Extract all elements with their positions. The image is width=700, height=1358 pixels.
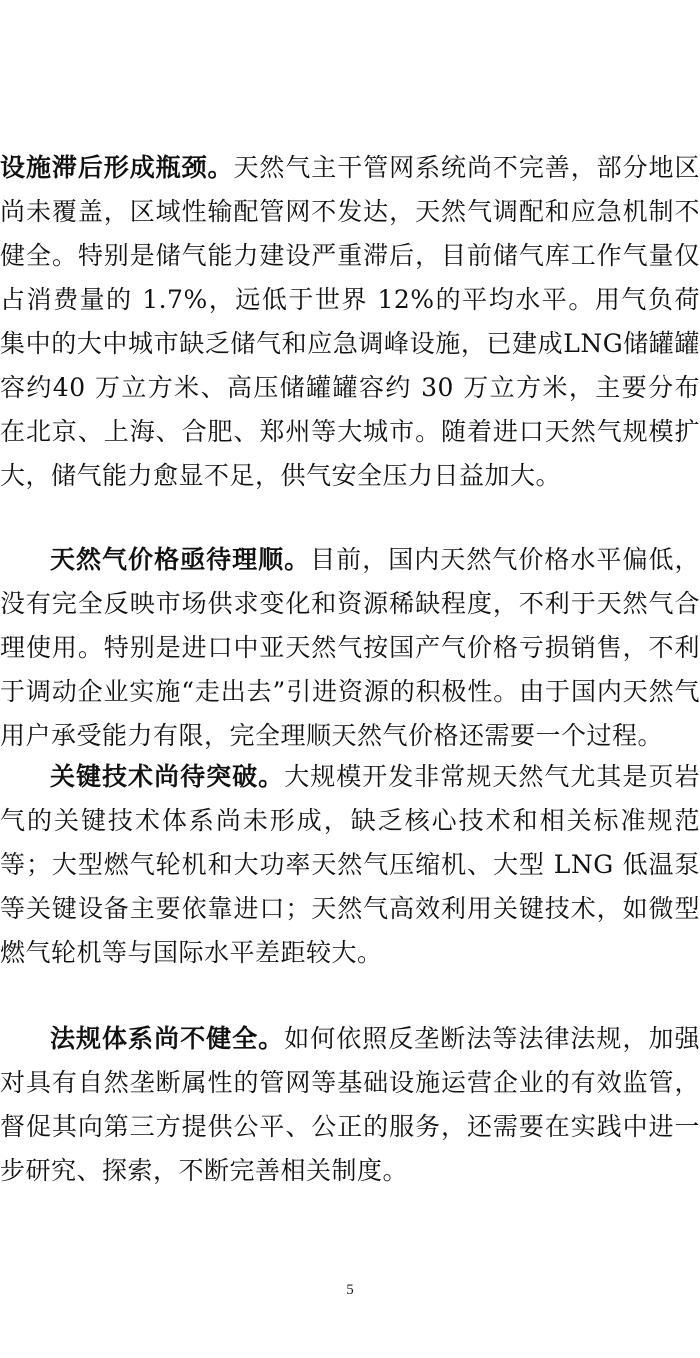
paragraph-legal-system — [0, 1017, 700, 1193]
paragraph-heading: 设施滞后形成瓶颈。 — [0, 153, 234, 182]
paragraph-body: 如何依照反垄断法等法律法规，加强对具有自然垄断属性的管网等基础设施运营企业的有效监管，督促其向第三方提供公平、公正的服务，还需要在实践中进一步研究、探索，不断完善相关制度。 — [0, 1024, 700, 1185]
paragraph-heading: 法规体系尚不健全。 — [50, 1024, 285, 1053]
paragraph-body: 天然气主干管网系统尚不完善，部分地区尚未覆盖，区域性输配管网不发达，天然气调配和应急机制不健全。特别是储气能力建设严重滞后，目前储气库工作气量仅占消费量的 1.7%，远低于世界 12%的平均水平。用气负荷集中的大中城市缺乏储气和应急调峰设施，已建成LNG储罐罐容约40 万立方米、高压储罐罐容约 30 万立方米，主要分布在北京、上海、合肥、郑州等大城市。随着进口天然气规模扩大，储气能力愈显不足，供气安全压力日益加大。 — [0, 153, 700, 490]
paragraph-key-technology — [0, 755, 700, 975]
paragraph-body: 大规模开发非常规天然气尤其是页岩气的关键技术体系尚未形成，缺乏核心技术和相关标准规范等；大型燃气轮机和大功率天然气压缩机、大型 LNG 低温泵等关键设备主要依靠进口；天然气高效利用关键技术，如微型燃气轮机等与国际水平差距较大。 — [0, 762, 700, 967]
paragraph-gas-pricing — [0, 538, 700, 758]
paragraph-body: 目前，国内天然气价格水平偏低，没有完全反映市场供求变化和资源稀缺程度，不利于天然气合理使用。特别是进口中亚天然气按国产气价格亏损销售，不利于调动企业实施“走出去”引进资源的积极性。由于国内天然气用户承受能力有限，完全理顺天然气价格还需要一个过程。 — [0, 545, 700, 750]
paragraph-heading: 关键技术尚待突破。 — [50, 762, 285, 791]
paragraph-heading: 天然气价格亟待理顺。 — [50, 545, 311, 574]
paragraph-facilities-bottleneck — [0, 146, 700, 498]
page-number: 5 — [346, 1282, 354, 1298]
